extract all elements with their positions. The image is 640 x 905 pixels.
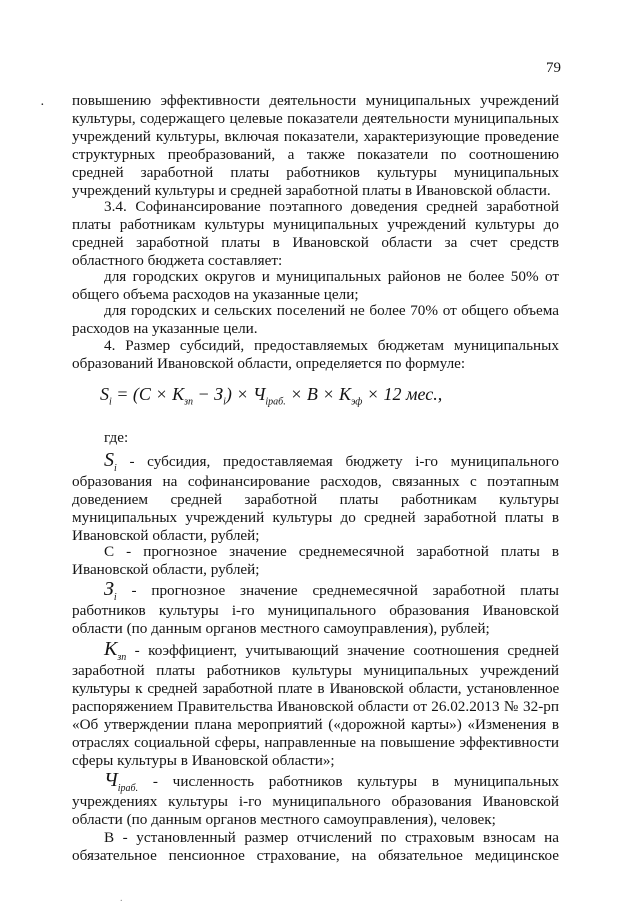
def-line: области (по данным органов местного самоуправления), рублей; (72, 620, 490, 637)
body-line: средней заработной платы в Ивановской области за счет средств (72, 234, 559, 251)
body-line: областного бюджета составляет: (72, 252, 283, 269)
body-line: платы работникам культуры муниципальных учреждений культуры до (72, 216, 559, 233)
body-line: учреждений культуры, включая показатели, характеризующие проведение (72, 128, 559, 145)
formula-part: = (C × K (116, 384, 185, 404)
page-number: 79 (546, 60, 561, 76)
body-line: структурных преобразований, а также показатели по соотношению (72, 146, 559, 163)
body-line: для городских округов и муниципальных районов не более 50% от (104, 268, 559, 285)
def-line: отраслях социальной сферы, направленные на повышение эффективности (72, 734, 559, 751)
def-line: В - установленный размер отчислений по страховым взносам на (104, 829, 559, 846)
body-line: учреждений культуры и средней заработной платы в Ивановской области. (72, 182, 551, 199)
def-line: учреждениях культуры i-го муниципального образования Ивановской (72, 793, 559, 810)
def-line: сферы культуры в Ивановской области»; (72, 752, 335, 769)
where-label: где: (104, 429, 129, 446)
def-line: культуры к средней заработной плате в Ивановской области, установленное (72, 680, 559, 697)
def-line: образования на софинансирование расходов, связанных с поэтапным (72, 473, 559, 490)
def-z-line: $З_i$ - прогнозное значение среднемесячной заработной платы (104, 578, 560, 603)
formula-sub: i (223, 396, 226, 408)
formula-lhs: S (100, 384, 109, 404)
def-line: «Об утверждении плана мероприятий («дорожной карты») «Изменения в (72, 716, 559, 733)
def-line: доведением средней заработной платы работникам культуры (72, 491, 559, 508)
def-ch-line: $Ч_{iраб.}$ - численность работников культуры в муниципальных (104, 769, 559, 794)
formula-sub: эф (351, 396, 363, 408)
formula-sub: i (109, 396, 112, 408)
body-line: образований Ивановской области, определяется по формуле: (72, 355, 466, 372)
def-line: обязательное пенсионное страхование, на обязательное медицинское (72, 847, 559, 864)
def-line: работников культуры i-го муниципального образования Ивановской (72, 602, 559, 619)
symbol: $Ч_{iраб.}$ (104, 769, 139, 794)
formula-sub: зп (184, 396, 193, 408)
def-line: распоряжением Правительства Ивановской области от 26.02.2013 № 32-рп (72, 698, 559, 715)
def-s-line: $S_i$ - субсидия, предоставляемая бюджету i-го муниципального (104, 449, 559, 474)
body-line: 3.4. Софинансирование поэтапного доведения средней заработной (104, 198, 559, 215)
body-line: общего объема расходов на указанные цели; (72, 286, 359, 303)
def-line: Ивановской области, рублей; (72, 527, 260, 544)
formula-part: ) × Ч (225, 384, 266, 404)
body-line: средней заработной платы работников культуры муниципальных (72, 164, 559, 181)
def-line: заработной платы работников культуры муниципальных учреждений (72, 662, 559, 679)
body-line: расходов на указанные цели. (72, 320, 258, 337)
def-line: области (по данным органов местного самоуправления), человек; (72, 811, 496, 828)
symbol: $З_i$ (104, 578, 117, 603)
def-line: муниципальных учреждений культуры до средней заработной платы в (72, 509, 559, 526)
formula-part: − З (193, 384, 224, 404)
formula-part: × 12 мес., (362, 384, 443, 404)
formula-sub: iраб. (265, 396, 286, 408)
formula (100, 384, 442, 408)
symbol: $K_{зп}$ (104, 638, 127, 663)
body-line: повышению эффективности деятельности муниципальных учреждений (72, 92, 559, 109)
body-line: культуры, содержащего целевые показатели деятельности муниципальных (72, 110, 559, 127)
formula-part: × B × K (285, 384, 351, 404)
scan-mark: . (120, 893, 123, 904)
body-line: 4. Размер субсидий, предоставляемых бюджетам муниципальных (104, 337, 559, 354)
def-k-line: $K_{зп}$ - коэффициент, учитывающий значение соотношения средней (104, 638, 559, 663)
margin-dot: · (40, 98, 45, 113)
body-line: для городских и сельских поселений не более 70% от общего объема (104, 302, 559, 319)
def-line: Ивановской области, рублей; (72, 561, 260, 578)
def-line: С - прогнозное значение среднемесячной заработной платы в (104, 543, 559, 560)
symbol: $S_i$ (104, 449, 117, 474)
